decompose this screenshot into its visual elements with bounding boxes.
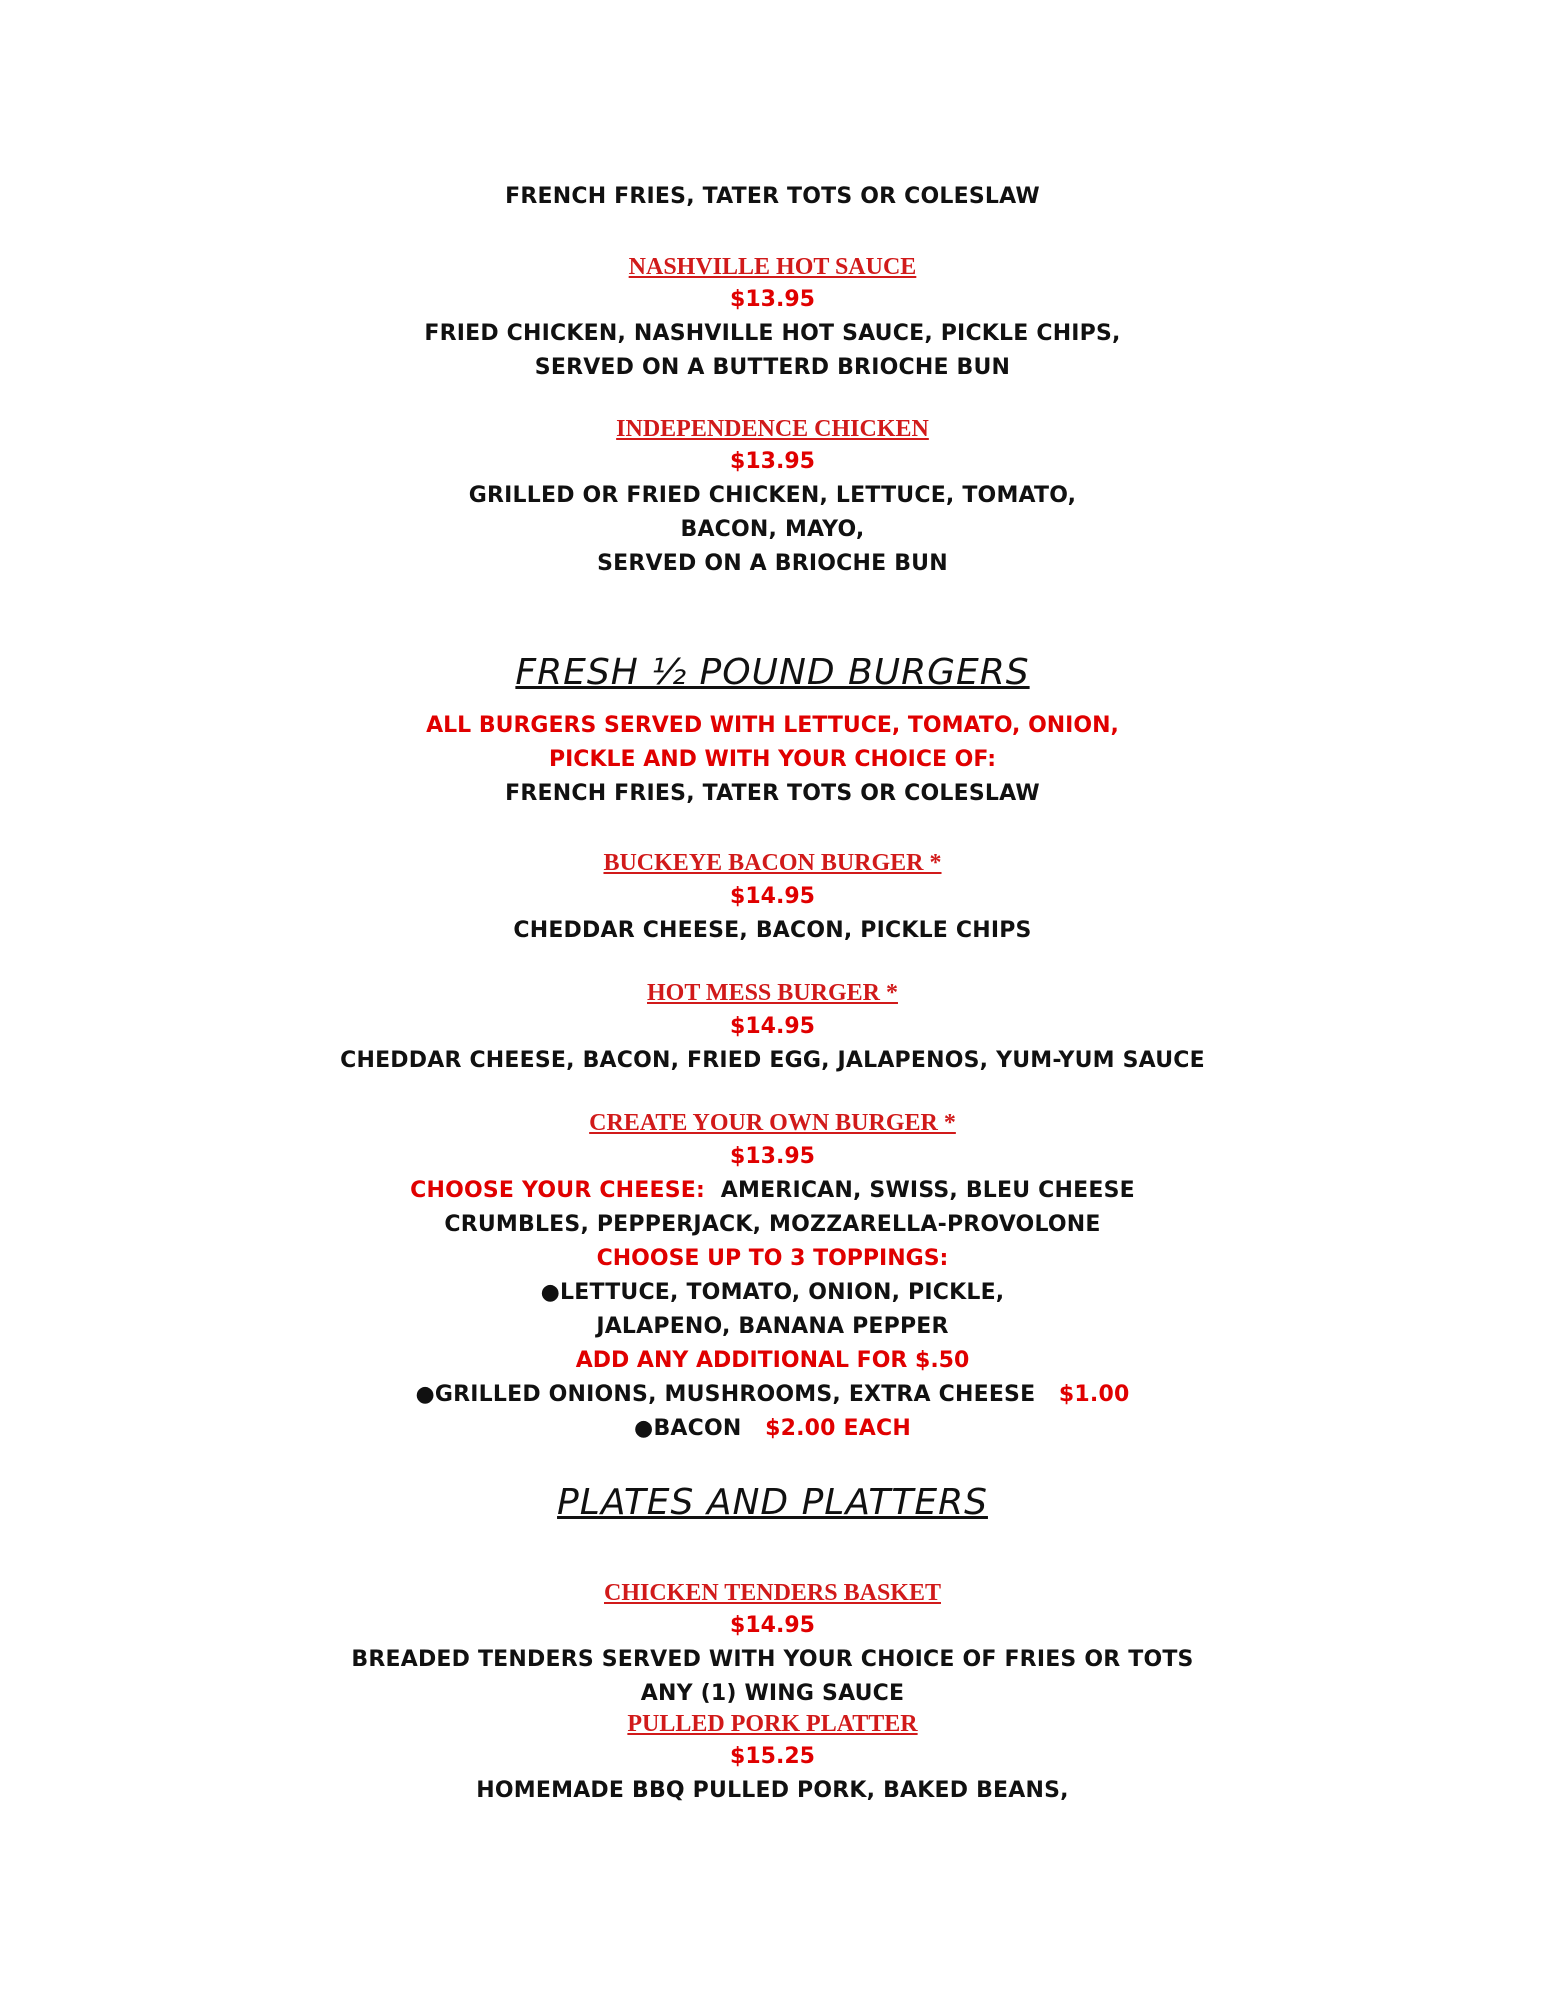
extra-toppings-line-2 xyxy=(0,1416,1545,1441)
item-title-independence: INDEPENDENCE CHICKEN xyxy=(616,416,929,442)
burgers-intro-2: PICKLE AND WITH YOUR CHOICE OF: xyxy=(548,747,996,772)
cheese-choice-label: CHOOSE YOUR CHEESE: xyxy=(410,1178,706,1203)
item-desc-tenders-2: ANY (1) WING SAUCE xyxy=(640,1681,905,1706)
item-price-buckeye: $14.95 xyxy=(730,884,815,909)
item-desc-pulled-pork-1: HOMEMADE BBQ PULLED PORK, BAKED BEANS, xyxy=(476,1778,1069,1803)
toppings-label: CHOOSE UP TO 3 TOPPINGS: xyxy=(596,1246,949,1271)
extra-toppings-line-1 xyxy=(0,1382,1545,1407)
item-desc-independence-2: BACON, MAYO, xyxy=(680,517,865,542)
item-title-pulled-pork: PULLED PORK PLATTER xyxy=(627,1711,918,1737)
burgers-sides: FRENCH FRIES, TATER TOTS OR COLESLAW xyxy=(505,781,1040,806)
section-heading-plates: PLATES AND PLATTERS xyxy=(557,1482,988,1523)
item-desc-independence-1: GRILLED OR FRIED CHICKEN, LETTUCE, TOMATO, xyxy=(468,483,1077,508)
extra-toppings-1: ●GRILLED ONIONS, MUSHROOMS, EXTRA CHEESE xyxy=(415,1382,1036,1407)
toppings-list-1: ●LETTUCE, TOMATO, ONION, PICKLE, xyxy=(540,1280,1005,1305)
item-desc-hot-mess: CHEDDAR CHEESE, BACON, FRIED EGG, JALAPENOS, YUM-YUM SAUCE xyxy=(340,1048,1205,1073)
item-title-hot-mess: HOT MESS BURGER * xyxy=(647,980,898,1006)
cheese-choice-line xyxy=(0,1178,1545,1203)
item-desc-tenders-1: BREADED TENDERS SERVED WITH YOUR CHOICE OF FRIES OR TOTS xyxy=(351,1647,1194,1672)
item-price-tenders: $14.95 xyxy=(730,1613,815,1638)
section-heading-burgers: FRESH ½ POUND BURGERS xyxy=(515,652,1030,693)
item-desc-independence-3: SERVED ON A BRIOCHE BUN xyxy=(597,551,948,576)
extra-toppings-2: ●BACON xyxy=(634,1416,742,1441)
item-price-pulled-pork: $15.25 xyxy=(730,1744,815,1769)
sides-line: FRENCH FRIES, TATER TOTS OR COLESLAW xyxy=(505,184,1040,209)
extra-toppings-2-price: $2.00 EACH xyxy=(765,1416,911,1441)
cheese-options-1: AMERICAN, SWISS, BLEU CHEESE xyxy=(720,1178,1135,1203)
item-title-nashville: NASHVILLE HOT SAUCE xyxy=(628,254,917,280)
item-title-tenders: CHICKEN TENDERS BASKET xyxy=(604,1580,941,1606)
item-desc-nashville-2: SERVED ON A BUTTERD BRIOCHE BUN xyxy=(534,355,1011,380)
item-price-nashville: $13.95 xyxy=(730,287,815,312)
item-price-create-burger: $13.95 xyxy=(730,1144,815,1169)
item-title-buckeye: BUCKEYE BACON BURGER * xyxy=(603,850,942,876)
item-title-create-burger: CREATE YOUR OWN BURGER * xyxy=(589,1110,956,1136)
item-price-hot-mess: $14.95 xyxy=(730,1014,815,1039)
extra-toppings-1-price: $1.00 xyxy=(1058,1382,1130,1407)
burgers-intro-1: ALL BURGERS SERVED WITH LETTUCE, TOMATO, ONION, xyxy=(426,713,1119,738)
additional-toppings-label: ADD ANY ADDITIONAL FOR $.50 xyxy=(575,1348,970,1373)
item-price-independence: $13.95 xyxy=(730,449,815,474)
cheese-options-2: CRUMBLES, PEPPERJACK, MOZZARELLA-PROVOLONE xyxy=(444,1212,1101,1237)
item-desc-nashville-1: FRIED CHICKEN, NASHVILLE HOT SAUCE, PICKLE CHIPS, xyxy=(424,321,1121,346)
toppings-list-2: JALAPENO, BANANA PEPPER xyxy=(596,1314,949,1339)
item-desc-buckeye: CHEDDAR CHEESE, BACON, PICKLE CHIPS xyxy=(513,918,1032,943)
